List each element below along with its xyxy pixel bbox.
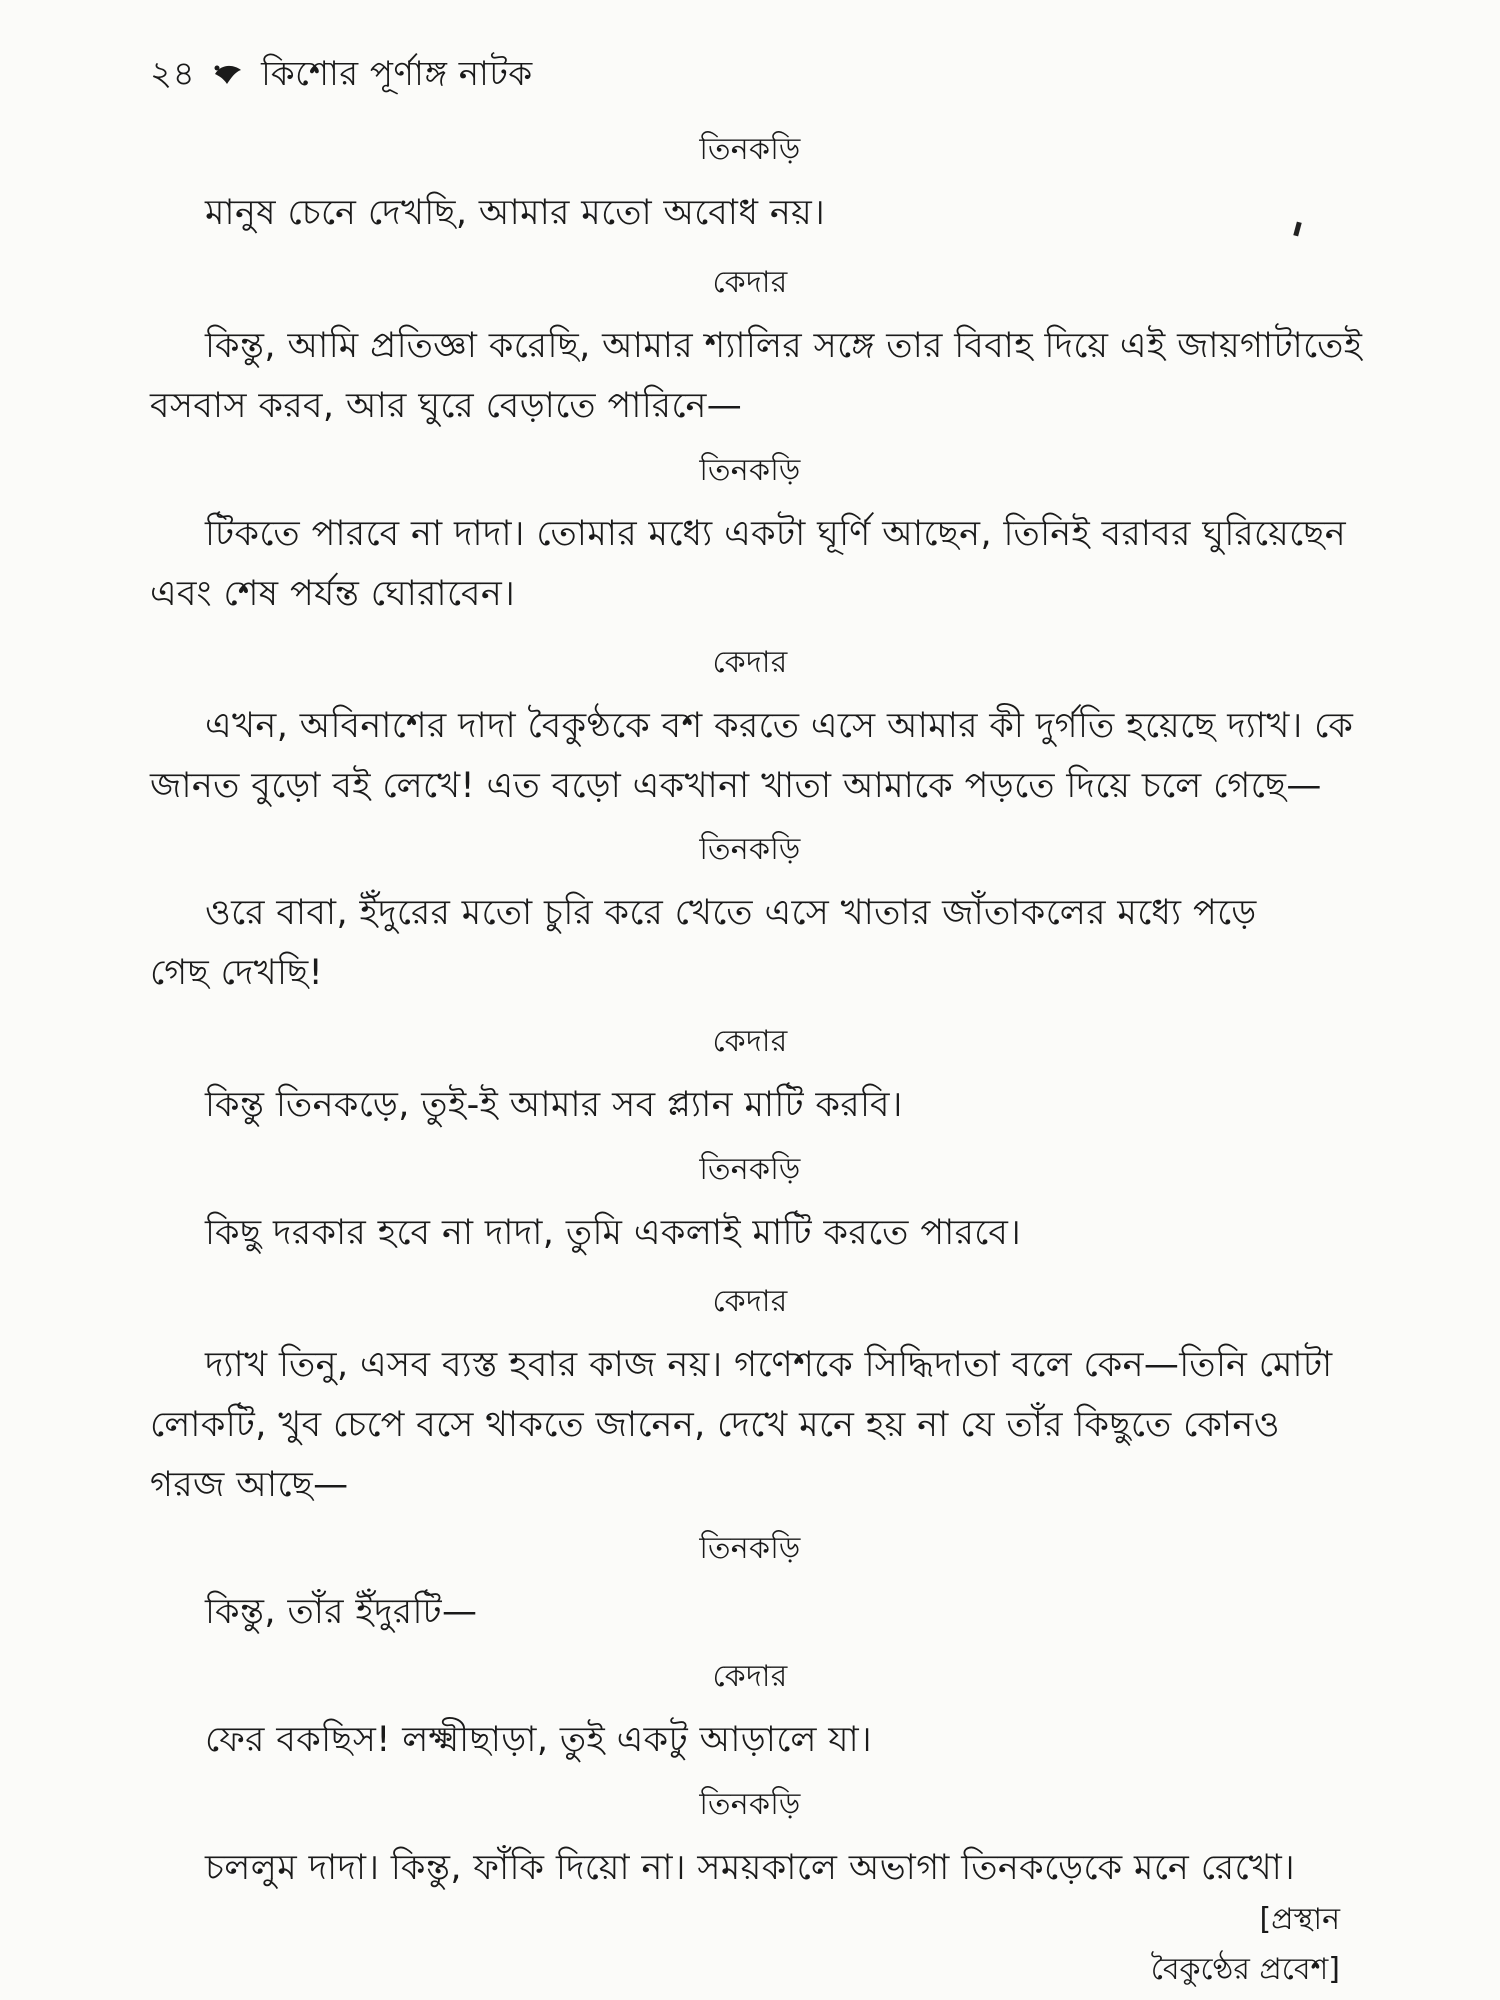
dialogue-line: গরজ আছে—: [150, 1465, 349, 1505]
speaker-name: তিনকড়ি: [699, 832, 801, 867]
dialogue-line: গেছ দেখছি!: [150, 953, 324, 993]
stage-direction-enter: বৈকুণ্ঠের প্রবেশ]: [1150, 1952, 1340, 1987]
dialogue-line: কিছু দরকার হবে না দাদা, তুমি একলাই মাটি করতে পারবে।: [205, 1213, 1022, 1253]
book-title: কিশোর পূর্ণাঙ্গ নাটক: [261, 54, 533, 94]
leaf-ornament-icon: [213, 62, 243, 91]
dialogue-line: বসবাস করব, আর ঘুরে বেড়াতে পারিনে—: [150, 386, 743, 426]
print-speck: [1293, 222, 1301, 237]
page-number: ২৪: [150, 54, 196, 94]
speaker-name: কেদার: [712, 645, 788, 680]
dialogue-line: ওরে বাবা, ইঁদুরের মতো চুরি করে খেতে এসে খাতার জাঁতাকলের মধ্যে পড়ে: [205, 893, 1257, 933]
dialogue-line: ফের বকছিস! লক্ষ্মীছাড়া, তুই একটু আড়ালে যা।: [205, 1720, 873, 1760]
dialogue-line: চললুম দাদা। কিন্তু, ফাঁকি দিয়ো না। সময়কালে অভাগা তিনকড়েকে মনে রেখো।: [205, 1848, 1296, 1888]
dialogue-line: কিন্তু, তাঁর ইঁদুরটি—: [205, 1592, 478, 1632]
dialogue-line: এবং শেষ পর্যন্ত ঘোরাবেন।: [150, 574, 516, 614]
speaker-name: তিনকড়ি: [699, 1531, 801, 1566]
dialogue-line: কিন্তু, আমি প্রতিজ্ঞা করেছি, আমার শ্যালির সঙ্গে তার বিবাহ দিয়ে এই জায়গাটাতেই: [205, 326, 1363, 366]
speaker-name: তিনকড়ি: [699, 1152, 801, 1187]
dialogue-line: জানত বুড়ো বই লেখে! এত বড়ো একখানা খাতা আমাকে পড়তে দিয়ে চলে গেছে—: [150, 766, 1322, 806]
page-header: [150, 48, 533, 105]
speaker-name: তিনকড়ি: [699, 1787, 801, 1822]
dialogue-line: দ্যাখ তিনু, এসব ব্যস্ত হবার কাজ নয়। গণেশকে সিদ্ধিদাতা বলে কেন—তিনি মোটা: [205, 1345, 1333, 1385]
dialogue-line: কিন্তু তিনকড়ে, তুই-ই আমার সব প্ল্যান মাটি করবি।: [205, 1085, 903, 1125]
speaker-name: কেদার: [712, 1659, 788, 1694]
speaker-name: কেদার: [712, 265, 788, 300]
stage-direction-exit: [প্রস্থান: [1259, 1902, 1340, 1937]
speaker-name: কেদার: [712, 1024, 788, 1059]
dialogue-line: লোকটি, খুব চেপে বসে থাকতে জানেন, দেখে মনে হয় না যে তাঁর কিছুতে কোনও: [150, 1405, 1280, 1445]
dialogue-line: এখন, অবিনাশের দাদা বৈকুণ্ঠকে বশ করতে এসে আমার কী দুর্গতি হয়েছে দ্যাখ। কে: [205, 706, 1354, 746]
speaker-name: তিনকড়ি: [699, 453, 801, 488]
speaker-name: তিনকড়ি: [699, 132, 801, 167]
dialogue-line: মানুষ চেনে দেখছি, আমার মতো অবোধ নয়।: [205, 193, 826, 233]
speaker-name: কেদার: [712, 1284, 788, 1319]
dialogue-line: টিকতে পারবে না দাদা। তোমার মধ্যে একটা ঘূর্ণি আছেন, তিনিই বরাবর ঘুরিয়েছেন: [205, 514, 1347, 554]
